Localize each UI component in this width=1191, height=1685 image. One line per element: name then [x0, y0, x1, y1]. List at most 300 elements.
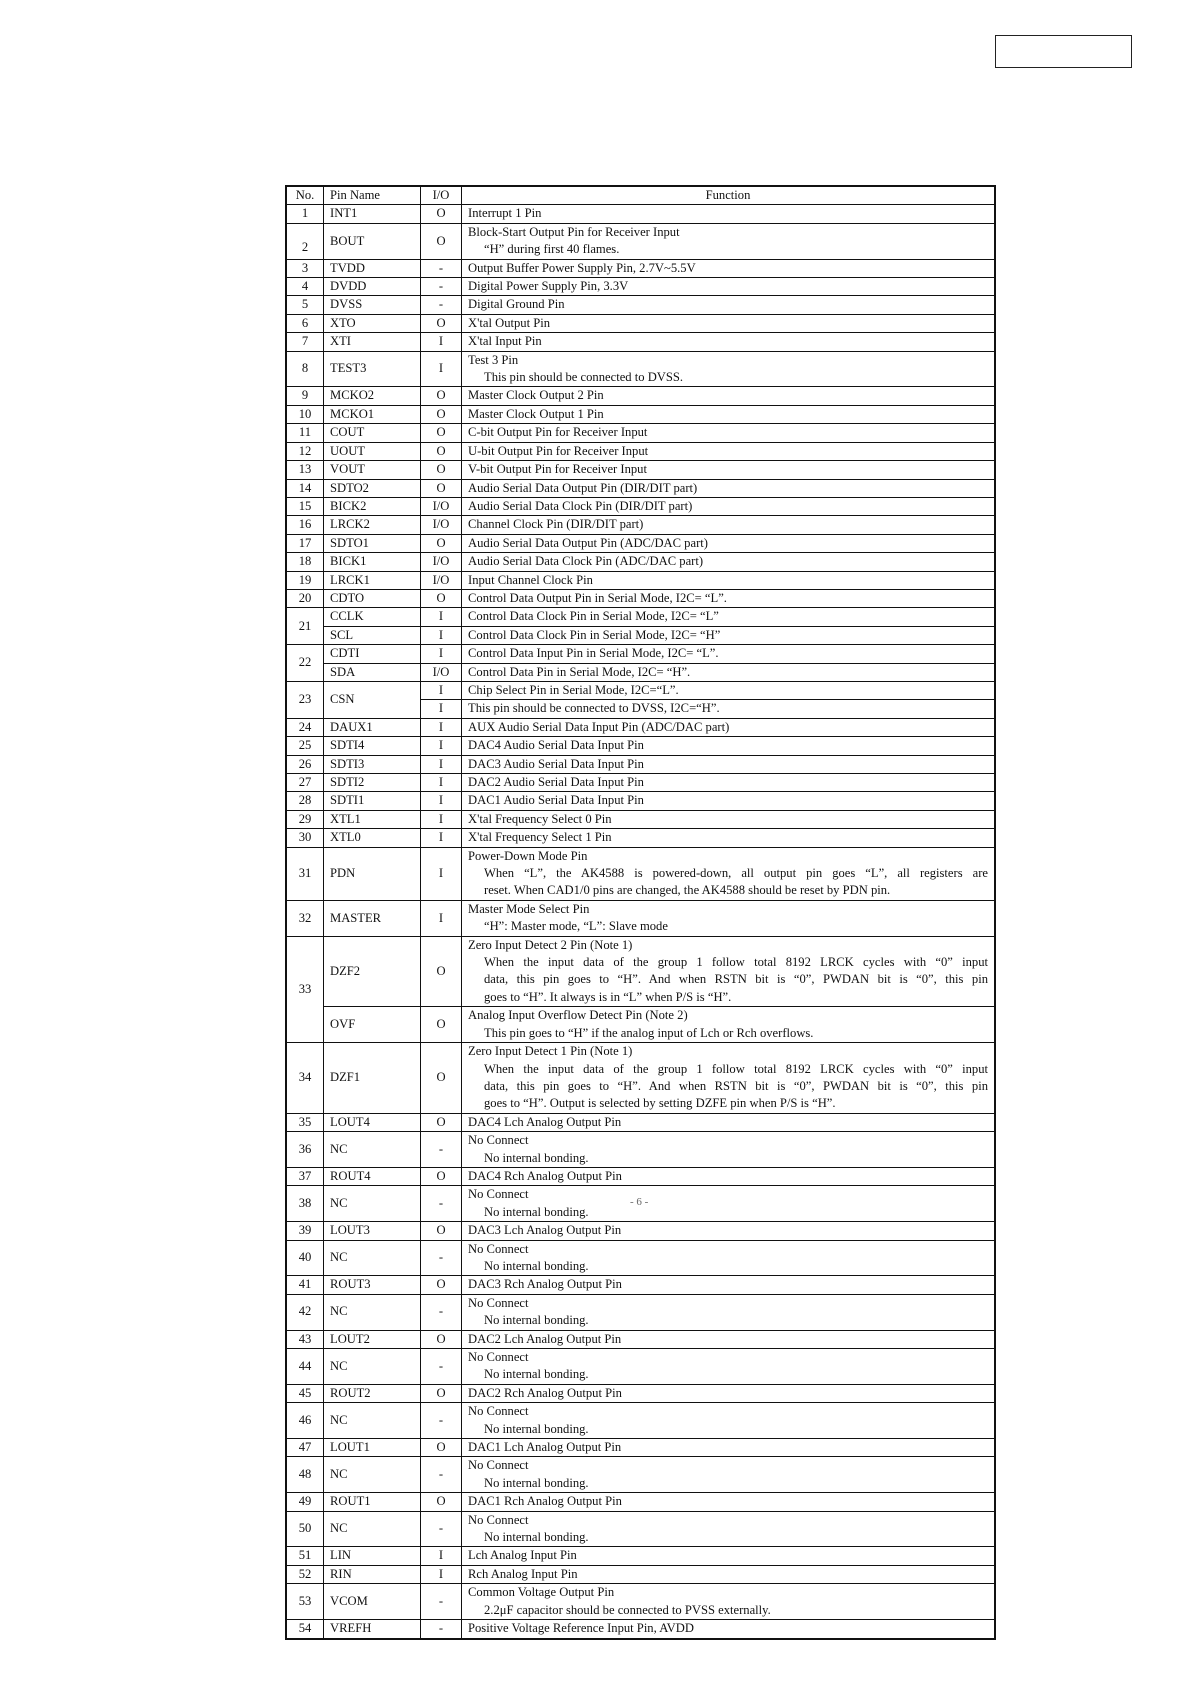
pin-name: SDTO2 — [324, 479, 421, 497]
function-detail-line: data, this pin goes to “H”. And when RSTN bit is “0”, PWDAN bit is “0”, this pin — [484, 972, 988, 987]
pin-io: - — [421, 296, 462, 314]
pin-function — [462, 1439, 996, 1457]
pin-number: 47 — [286, 1439, 324, 1457]
pin-number: 14 — [286, 479, 324, 497]
pin-io: I — [421, 351, 462, 387]
pin-io: I/O — [421, 553, 462, 571]
pin-function — [462, 1276, 996, 1294]
pin-io: O — [421, 1493, 462, 1511]
table-row — [286, 296, 995, 314]
pin-name: NC — [324, 1240, 421, 1276]
pin-io: O — [421, 223, 462, 259]
function-line: Common Voltage Output Pin — [468, 1585, 615, 1600]
table-row — [286, 571, 995, 589]
pin-number: 33 — [286, 936, 324, 1042]
pin-name: LIN — [324, 1547, 421, 1565]
table-row — [286, 1439, 995, 1457]
table-row — [286, 1384, 995, 1402]
pin-function — [462, 1403, 996, 1439]
pin-function — [462, 1294, 996, 1330]
pin-io: O — [421, 1276, 462, 1294]
pin-io: O — [421, 936, 462, 1007]
table-row — [286, 497, 995, 515]
function-line: No Connect — [468, 1187, 529, 1202]
function-detail-line: No internal bonding. — [484, 1367, 589, 1382]
pin-function — [462, 534, 996, 552]
pin-number: 30 — [286, 829, 324, 847]
pin-io: O — [421, 1439, 462, 1457]
pin-name: XTO — [324, 314, 421, 332]
pin-io: I — [421, 333, 462, 351]
pin-io: - — [421, 1403, 462, 1439]
column-header-pin-name: Pin Name — [324, 186, 421, 205]
pin-function — [462, 1113, 996, 1131]
pin-name: NC — [324, 1294, 421, 1330]
pin-io: O — [421, 387, 462, 405]
pin-name: LOUT1 — [324, 1439, 421, 1457]
pin-function — [462, 1330, 996, 1348]
pin-number: 52 — [286, 1565, 324, 1583]
pin-function — [462, 1186, 996, 1222]
pin-number: 38 — [286, 1186, 324, 1222]
pin-function — [462, 936, 996, 1007]
pin-number: 26 — [286, 755, 324, 773]
pin-name: CSN — [324, 681, 421, 718]
function-line: Digital Ground Pin — [468, 297, 565, 312]
pin-io: I — [421, 1547, 462, 1565]
pin-number: 1 — [286, 205, 324, 223]
function-line: Digital Power Supply Pin, 3.3V — [468, 279, 629, 294]
function-line: Master Mode Select Pin — [468, 901, 590, 916]
pin-name: SDTI4 — [324, 737, 421, 755]
pin-number: 53 — [286, 1584, 324, 1620]
table-row — [286, 1565, 995, 1583]
table-row — [286, 1584, 995, 1620]
pin-io: O — [421, 442, 462, 460]
pin-name: BICK2 — [324, 497, 421, 515]
pin-io: I — [421, 681, 462, 699]
table-row — [286, 1222, 995, 1240]
table-row — [286, 1403, 995, 1439]
pin-number: 2 — [286, 223, 324, 259]
pin-function — [462, 829, 996, 847]
pin-function — [462, 296, 996, 314]
pin-number: 4 — [286, 278, 324, 296]
pin-io: I/O — [421, 571, 462, 589]
table-row — [286, 314, 995, 332]
pin-number: 5 — [286, 296, 324, 314]
pin-number: 8 — [286, 351, 324, 387]
table-row — [286, 589, 995, 607]
pin-name: RIN — [324, 1565, 421, 1583]
table-row — [286, 1349, 995, 1385]
pin-io: I — [421, 847, 462, 900]
pin-function — [462, 223, 996, 259]
pin-function — [462, 351, 996, 387]
function-detail-line: reset. When CAD1/0 pins are changed, the AK4588 should be reset by PDN pin. — [484, 883, 891, 898]
function-line: X'tal Input Pin — [468, 334, 542, 349]
pin-io: I — [421, 718, 462, 736]
table-row — [286, 479, 995, 497]
pin-name: XTL1 — [324, 810, 421, 828]
pin-name: MASTER — [324, 900, 421, 936]
pin-number: 22 — [286, 645, 324, 682]
pin-name: DZF1 — [324, 1043, 421, 1114]
pin-name: MCKO2 — [324, 387, 421, 405]
function-line: DAC3 Audio Serial Data Input Pin — [468, 756, 644, 771]
pin-name: NC — [324, 1403, 421, 1439]
table-row — [286, 1113, 995, 1131]
function-line: DAC1 Rch Analog Output Pin — [468, 1494, 622, 1509]
pin-io: I/O — [421, 497, 462, 515]
pin-function — [462, 1167, 996, 1185]
function-line: X'tal Frequency Select 1 Pin — [468, 830, 612, 845]
pin-function: This pin should be connected to DVSS, I2C=“H”. — [462, 700, 996, 718]
pin-io: I — [421, 700, 462, 718]
function-line: DAC4 Lch Analog Output Pin — [468, 1114, 622, 1129]
pin-number: 31 — [286, 847, 324, 900]
pin-function — [462, 479, 996, 497]
function-line: No Connect — [468, 1458, 529, 1473]
pin-function — [462, 442, 996, 460]
function-line: No Connect — [468, 1295, 529, 1310]
pin-function — [462, 1620, 996, 1639]
pin-function — [462, 1457, 996, 1493]
pin-name: COUT — [324, 424, 421, 442]
function-detail-line: “H” during first 40 flames. — [484, 242, 620, 257]
column-header-no: No. — [286, 186, 324, 205]
table-row — [286, 810, 995, 828]
pin-io: I — [421, 1565, 462, 1583]
table-row — [286, 1493, 995, 1511]
table-row — [286, 461, 995, 479]
pin-function — [462, 1584, 996, 1620]
pin-name: SDTI2 — [324, 774, 421, 792]
function-detail-line: No internal bonding. — [484, 1150, 589, 1165]
pin-function — [462, 516, 996, 534]
pin-number: 37 — [286, 1167, 324, 1185]
function-detail-line: goes to “H”. It always is in “L” when P/S is “H”. — [484, 989, 732, 1004]
function-line: Input Channel Clock Pin — [468, 572, 593, 587]
function-line: Channel Clock Pin (DIR/DIT part) — [468, 517, 644, 532]
pin-number: 17 — [286, 534, 324, 552]
pin-name: ROUT1 — [324, 1493, 421, 1511]
function-line: Master Clock Output 1 Pin — [468, 406, 604, 421]
pin-function — [462, 1493, 996, 1511]
pin-name: NC — [324, 1186, 421, 1222]
pin-io: - — [421, 259, 462, 277]
pin-io: O — [421, 424, 462, 442]
pin-function — [462, 333, 996, 351]
pin-name: VOUT — [324, 461, 421, 479]
pin-number: 19 — [286, 571, 324, 589]
pin-name: SDTI1 — [324, 792, 421, 810]
pin-name: BICK1 — [324, 553, 421, 571]
pin-name: DAUX1 — [324, 718, 421, 736]
table-row — [286, 645, 995, 663]
pin-function — [462, 278, 996, 296]
pin-name: NC — [324, 1349, 421, 1385]
pin-function — [462, 1222, 996, 1240]
pin-name: NC — [324, 1132, 421, 1168]
pin-name: LOUT3 — [324, 1222, 421, 1240]
table-row — [286, 1007, 995, 1043]
table-row — [286, 1132, 995, 1168]
table-row — [286, 681, 995, 699]
pin-function — [462, 774, 996, 792]
page-number-mark: - 6 - — [630, 1196, 649, 1208]
function-detail-line: “H”: Master mode, “L”: Slave mode — [484, 919, 668, 934]
pin-io: - — [421, 1584, 462, 1620]
pin-number: 48 — [286, 1457, 324, 1493]
function-detail-line: data, this pin goes to “H”. And when RSTN bit is “0”, PWDAN bit is “0”, this pin — [484, 1078, 988, 1093]
pin-io: O — [421, 1167, 462, 1185]
column-header-function: Function — [462, 186, 996, 205]
pin-number: 51 — [286, 1547, 324, 1565]
pin-number: 27 — [286, 774, 324, 792]
pin-function — [462, 314, 996, 332]
pin-name: CCLK — [324, 608, 421, 626]
pin-io: - — [421, 1511, 462, 1547]
table-row — [286, 608, 995, 626]
function-line: V-bit Output Pin for Receiver Input — [468, 462, 647, 477]
pin-function: Control Data Clock Pin in Serial Mode, I2C= “H” — [462, 626, 996, 644]
pin-io: I — [421, 810, 462, 828]
function-line: No Connect — [468, 1512, 529, 1527]
table-body — [286, 205, 995, 1639]
function-line: Master Clock Output 2 Pin — [468, 388, 604, 403]
table-row — [286, 351, 995, 387]
table-row — [286, 1043, 995, 1114]
pin-name: MCKO1 — [324, 405, 421, 423]
pin-function — [462, 737, 996, 755]
pin-name: SCL — [324, 626, 421, 644]
column-header-io: I/O — [421, 186, 462, 205]
table-row — [286, 424, 995, 442]
pin-name: LOUT2 — [324, 1330, 421, 1348]
table-row — [286, 718, 995, 736]
function-line: Zero Input Detect 1 Pin (Note 1) — [468, 1044, 633, 1059]
pin-name: XTL0 — [324, 829, 421, 847]
pin-number: 15 — [286, 497, 324, 515]
pin-number: 41 — [286, 1276, 324, 1294]
pin-function: Control Data Clock Pin in Serial Mode, I2C= “L” — [462, 608, 996, 626]
pin-function: Chip Select Pin in Serial Mode, I2C=“L”. — [462, 681, 996, 699]
function-line: X'tal Output Pin — [468, 315, 551, 330]
pin-io: O — [421, 479, 462, 497]
pin-number: 21 — [286, 608, 324, 645]
table-row — [286, 737, 995, 755]
function-line: DAC1 Audio Serial Data Input Pin — [468, 793, 644, 808]
table-row — [286, 534, 995, 552]
pin-number: 6 — [286, 314, 324, 332]
function-detail-line: No internal bonding. — [484, 1421, 589, 1436]
table-row — [286, 1547, 995, 1565]
function-detail-line: No internal bonding. — [484, 1204, 589, 1219]
pin-function — [462, 589, 996, 607]
pin-number: 34 — [286, 1043, 324, 1114]
table-row — [286, 774, 995, 792]
function-detail-line: 2.2μF capacitor should be connected to PVSS externally. — [484, 1602, 771, 1617]
pin-function — [462, 1240, 996, 1276]
pin-name: CDTI — [324, 645, 421, 663]
pin-function — [462, 1384, 996, 1402]
function-line: Output Buffer Power Supply Pin, 2.7V~5.5V — [468, 260, 696, 275]
pin-name: BOUT — [324, 223, 421, 259]
pin-function — [462, 1511, 996, 1547]
pin-name: LOUT4 — [324, 1113, 421, 1131]
table-row — [286, 205, 995, 223]
pin-name: LRCK2 — [324, 516, 421, 534]
pin-number: 54 — [286, 1620, 324, 1639]
function-line: Zero Input Detect 2 Pin (Note 1) — [468, 937, 633, 952]
function-line: DAC2 Lch Analog Output Pin — [468, 1331, 622, 1346]
function-line: Analog Input Overflow Detect Pin (Note 2) — [468, 1008, 688, 1023]
pin-io: I/O — [421, 663, 462, 681]
pin-io: O — [421, 314, 462, 332]
function-line: Control Data Output Pin in Serial Mode, I2C= “L”. — [468, 590, 727, 605]
table-row — [286, 792, 995, 810]
pin-io: O — [421, 1113, 462, 1131]
pin-io: - — [421, 1132, 462, 1168]
table-row — [286, 405, 995, 423]
table-row — [286, 278, 995, 296]
pin-number: 42 — [286, 1294, 324, 1330]
table-header-row — [286, 186, 995, 205]
pin-function — [462, 810, 996, 828]
function-detail-line: No internal bonding. — [484, 1530, 589, 1545]
pin-name: NC — [324, 1511, 421, 1547]
table-row — [286, 1620, 995, 1639]
function-detail-line: When the input data of the group 1 follow total 8192 LRCK cycles with “0” input — [484, 955, 988, 970]
page-number-box — [995, 35, 1132, 68]
pin-name: XTI — [324, 333, 421, 351]
pin-function — [462, 553, 996, 571]
table-row — [286, 553, 995, 571]
pin-io: O — [421, 534, 462, 552]
table-row — [286, 1240, 995, 1276]
pin-function — [462, 405, 996, 423]
function-line: Interrupt 1 Pin — [468, 206, 542, 221]
function-detail-line: goes to “H”. Output is selected by setting DZFE pin when P/S is “H”. — [484, 1096, 836, 1111]
pin-number: 44 — [286, 1349, 324, 1385]
pin-io: - — [421, 1294, 462, 1330]
pin-number: 3 — [286, 259, 324, 277]
pin-number: 49 — [286, 1493, 324, 1511]
table-row — [286, 1167, 995, 1185]
pin-number: 13 — [286, 461, 324, 479]
function-line: DAC3 Rch Analog Output Pin — [468, 1277, 622, 1292]
table-row — [286, 1294, 995, 1330]
pin-name: DVSS — [324, 296, 421, 314]
function-line: No Connect — [468, 1404, 529, 1419]
function-detail-line: No internal bonding. — [484, 1313, 589, 1328]
pin-function — [462, 205, 996, 223]
pin-name: INT1 — [324, 205, 421, 223]
table-row — [286, 333, 995, 351]
table-row — [286, 936, 995, 1007]
table-row — [286, 1330, 995, 1348]
function-line: AUX Audio Serial Data Input Pin (ADC/DAC part) — [468, 719, 730, 734]
pin-number: 11 — [286, 424, 324, 442]
pin-io: I — [421, 645, 462, 663]
pin-number: 23 — [286, 681, 324, 718]
table-row — [286, 259, 995, 277]
pin-name: NC — [324, 1457, 421, 1493]
pin-number: 50 — [286, 1511, 324, 1547]
pin-io: - — [421, 1186, 462, 1222]
function-line: DAC1 Lch Analog Output Pin — [468, 1440, 622, 1455]
function-line: Audio Serial Data Clock Pin (DIR/DIT part) — [468, 498, 693, 513]
pin-io: I — [421, 737, 462, 755]
pin-name: DZF2 — [324, 936, 421, 1007]
pin-io: - — [421, 1620, 462, 1639]
function-line: DAC2 Audio Serial Data Input Pin — [468, 775, 644, 789]
pin-io: O — [421, 405, 462, 423]
pin-name: ROUT2 — [324, 1384, 421, 1402]
table-row — [286, 1186, 995, 1222]
pin-io: I — [421, 626, 462, 644]
function-line: Block-Start Output Pin for Receiver Input — [468, 224, 680, 239]
pin-io: - — [421, 1349, 462, 1385]
table-row — [286, 847, 995, 900]
pin-name: SDTO1 — [324, 534, 421, 552]
function-line: DAC4 Audio Serial Data Input Pin — [468, 738, 644, 753]
function-detail-line: When the input data of the group 1 follow total 8192 LRCK cycles with “0” input — [484, 1061, 988, 1076]
pin-io: I/O — [421, 516, 462, 534]
function-detail-line: This pin goes to “H” if the analog input of Lch or Rch overflows. — [484, 1025, 814, 1040]
pin-function — [462, 792, 996, 810]
pin-io: I — [421, 608, 462, 626]
table-row — [286, 755, 995, 773]
pin-function — [462, 1349, 996, 1385]
pin-name: SDTI3 — [324, 755, 421, 773]
pin-function — [462, 259, 996, 277]
pin-name: SDA — [324, 663, 421, 681]
pin-function — [462, 461, 996, 479]
pin-number: 39 — [286, 1222, 324, 1240]
function-line: No Connect — [468, 1350, 529, 1364]
pin-function: Control Data Pin in Serial Mode, I2C= “H”. — [462, 663, 996, 681]
pin-function-table — [285, 185, 996, 1640]
pin-io: - — [421, 1240, 462, 1276]
function-line: Positive Voltage Reference Input Pin, AVDD — [468, 1621, 694, 1636]
pin-number: 32 — [286, 900, 324, 936]
pin-io: I — [421, 829, 462, 847]
pin-number: 25 — [286, 737, 324, 755]
function-line: DAC4 Rch Analog Output Pin — [468, 1168, 622, 1183]
pin-function — [462, 718, 996, 736]
table-row — [286, 1511, 995, 1547]
pin-number: 43 — [286, 1330, 324, 1348]
pin-function — [462, 571, 996, 589]
table-row — [286, 442, 995, 460]
table-row — [286, 223, 995, 259]
table-row — [286, 900, 995, 936]
pin-number: 29 — [286, 810, 324, 828]
function-detail-line: When “L”, the AK4588 is powered-down, all output pin goes “L”, all registers are — [484, 866, 988, 881]
pin-function — [462, 755, 996, 773]
pin-function — [462, 900, 996, 936]
pin-number: 28 — [286, 792, 324, 810]
pin-name: ROUT4 — [324, 1167, 421, 1185]
function-line: Lch Analog Input Pin — [468, 1548, 577, 1563]
pin-number: 35 — [286, 1113, 324, 1131]
pin-name: ROUT3 — [324, 1276, 421, 1294]
function-line: Audio Serial Data Output Pin (DIR/DIT part) — [468, 480, 698, 495]
table-row — [286, 387, 995, 405]
function-detail-line: No internal bonding. — [484, 1475, 589, 1490]
